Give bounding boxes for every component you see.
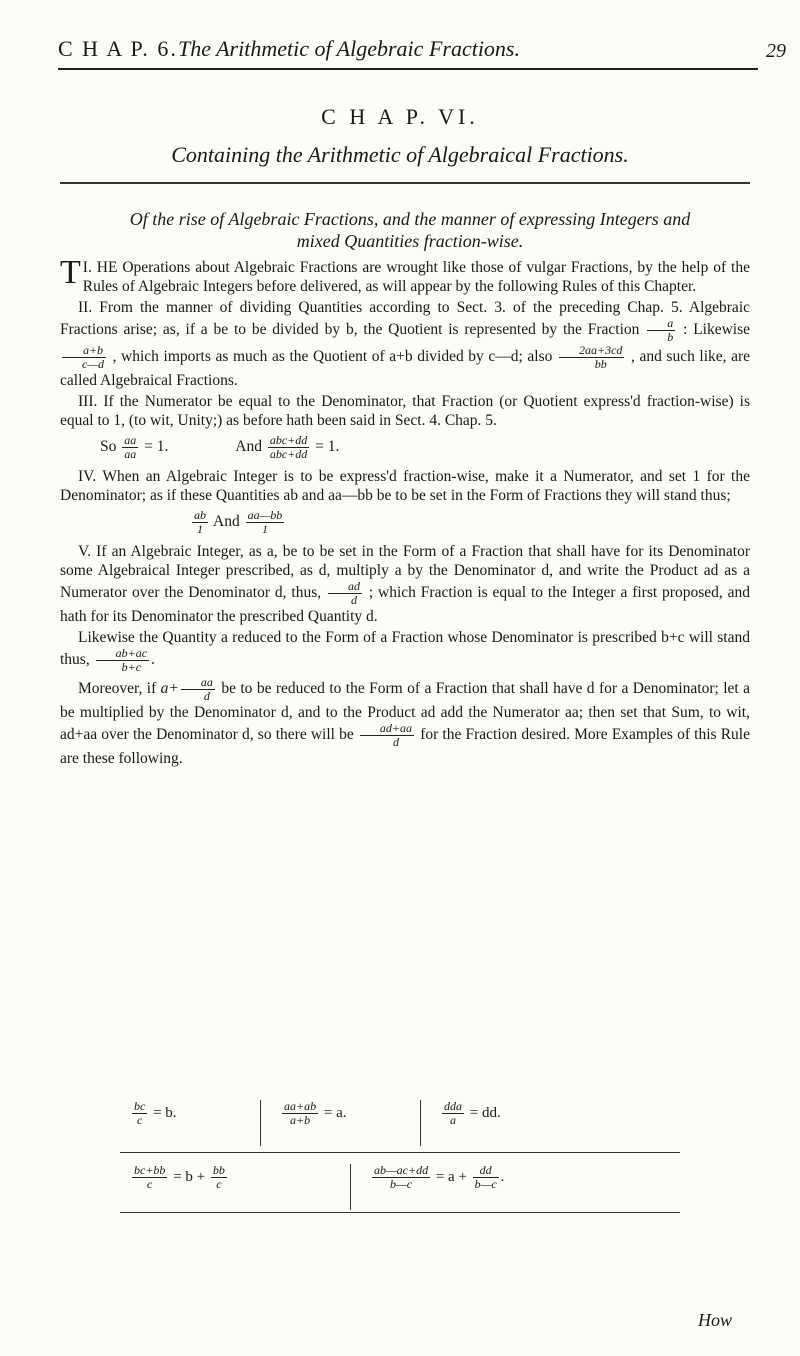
catchword: How <box>697 1310 732 1330</box>
running-head <box>58 34 786 70</box>
example-4 <box>130 1164 229 1191</box>
example-3 <box>440 1100 501 1127</box>
fraction-numerator: aa+ab <box>284 1099 317 1113</box>
paragraph-1-text: HE Operations about Algebraic Fractions are wrought like those of vulgar Fractions, by the help of the Rules of Algebraic Integers before delivered, as will appear by the following Rules of this Chapter. <box>82 259 750 295</box>
paragraph-5 <box>60 542 750 626</box>
fraction-denominator: b—c <box>390 1177 413 1191</box>
fraction-denominator: c <box>147 1177 153 1191</box>
paragraph-5-text-a: V. If an Algebraic Integer, as a, be to be set in the Form of a Fraction that shall have for its Denominator some Algebraical Integer prescribed, as d, multiply a by the Denominator d, and write the Product ad as a Numerator over the Denominator d, thus, <box>60 543 750 602</box>
fraction-denominator: a <box>450 1113 456 1127</box>
fraction-aa-bb-over-1 <box>246 509 285 536</box>
example-2 <box>280 1100 346 1127</box>
and-label: And <box>235 438 262 456</box>
example-5 <box>370 1164 504 1191</box>
fraction-numerator: aa <box>124 433 137 447</box>
running-head-title: The Arithmetic of Algebraic Fractions. <box>178 36 520 61</box>
fraction-numerator: bb <box>212 1163 225 1177</box>
a-plus-label: a+ <box>160 680 179 698</box>
fraction-denominator: b+c <box>121 660 142 674</box>
fraction-numerator: 2aa+3cd <box>559 344 624 358</box>
fraction-ad-aa-over-d <box>360 722 414 749</box>
fraction-denominator: c—d <box>82 357 104 371</box>
fraction-numerator: ad+aa <box>360 722 414 736</box>
equals-one: = 1. <box>315 438 340 456</box>
fraction-denominator: b—c <box>474 1177 497 1191</box>
paragraph-2-text-c: , which imports as much as the Quotient of a+b divided by c—d; also <box>112 348 553 366</box>
divider-rule <box>60 182 750 184</box>
paragraph-7-text-a: Moreover, if <box>78 680 157 698</box>
fraction-aa-over-aa <box>122 434 138 461</box>
fraction-denominator: b <box>667 330 674 344</box>
fraction-numerator: a+b <box>62 344 106 358</box>
fraction-denominator: bb <box>594 357 607 371</box>
fraction-denominator: 1 <box>197 522 203 536</box>
paragraph-4-text: IV. When an Algebraic Integer is to be express'd fraction-wise, make it a Numerator, and set 1 for the Denominator; as if these Quantities ab and aa—bb be to be set in the Form of Fractions they will stand thus; <box>60 468 750 504</box>
paragraph-7-text-c: for the Fraction desired. More Examples of this Rule are these following. <box>60 726 750 767</box>
column-divider <box>420 1100 421 1146</box>
fraction-denominator: d <box>392 735 399 749</box>
fraction-ad-over-d <box>328 580 362 607</box>
fraction-denominator: c <box>216 1177 222 1191</box>
fraction-numerator: aa <box>181 676 215 690</box>
example-result: = a. <box>323 1104 347 1121</box>
paragraph-7-text-b: be to be reduced to the Form of a Fraction that shall have d for a Denominator; let a be multiplied by the Denominator d, and to the Product ad add the Numerator aa; then set that Sum, to wit, ad+aa over the Denominator d, so there will be <box>60 680 751 744</box>
row-divider <box>120 1212 680 1213</box>
paragraph-6: Likewise the Quantity a reduced to the Form of a Fraction whose Denominator is prescribed b+c will stand thus, $\frac{ab+ac}{b+c}$ . <box>60 629 750 674</box>
fraction-denominator: d <box>350 593 357 607</box>
paragraph-4 <box>60 467 750 505</box>
running-head-chapter: C H A P. 6. <box>58 36 178 61</box>
fraction-ab-ac <box>96 647 149 674</box>
fraction-a-over-b <box>647 317 675 344</box>
paragraph-1 <box>60 254 750 296</box>
fraction-numerator: ab <box>194 508 206 522</box>
paragraph-3 <box>60 392 750 430</box>
fraction-denominator: 1 <box>261 522 268 536</box>
paragraph-2-text-a: II. From the manner of dividing Quantities according to Sect. 3. of the preceding Chap. 5. Algebraic Fractions arise; as, if a be to be divided by b, the Quotient is represented by the Fraction <box>60 299 750 339</box>
fraction-numerator: dd <box>473 1164 499 1178</box>
paragraph-2-text-d: , and such like, are called Algebraical Fractions. <box>60 348 751 389</box>
so-label: So <box>100 438 117 456</box>
paragraph-2-text-b: : Likewise <box>683 321 751 339</box>
section-title-line-1: Of the rise of Algebraic Fractions, and the manner of expressing Integers and <box>129 209 691 229</box>
body-text <box>60 254 751 770</box>
example-tail: . <box>500 1168 505 1185</box>
equation-line-3 <box>60 434 750 461</box>
equation-line-4 <box>60 509 750 536</box>
equals-one: = 1. <box>144 438 169 456</box>
fraction-numerator: abc+dd <box>269 433 308 447</box>
fraction-numerator: ab—ac+dd <box>374 1163 429 1177</box>
fraction-denominator: abc+dd <box>269 447 308 461</box>
fraction-abc <box>268 434 309 461</box>
paragraph-5-text-b: ; which Fraction is equal to the Integer a first proposed, and hath for its Denominator the prescribed Quantity d. <box>60 584 750 625</box>
example-result: = dd. <box>469 1104 501 1121</box>
paragraph-2 <box>60 298 750 390</box>
fraction-denominator: d <box>203 689 210 703</box>
fraction-numerator: dda <box>444 1099 462 1113</box>
section-title <box>80 208 740 252</box>
fraction-ab-over-1 <box>192 509 208 536</box>
and-label: And <box>213 513 240 531</box>
fraction-denominator: aa <box>124 447 137 461</box>
column-divider <box>350 1164 351 1210</box>
chapter-heading: C H A P. VI. <box>321 104 479 129</box>
fraction-numerator: bc+bb <box>134 1163 166 1177</box>
section-title-line-2: mixed Quantities fraction-wise. <box>296 231 524 251</box>
fraction-a-plus-b <box>62 344 106 371</box>
fraction-numerator: bc <box>134 1099 146 1113</box>
example-1 <box>130 1100 177 1127</box>
fraction-numerator: ab+ac <box>96 647 149 661</box>
fraction-numerator: aa—bb <box>247 508 283 522</box>
example-result: = a + <box>435 1168 467 1185</box>
fraction-denominator: a+b <box>290 1113 311 1127</box>
example-result: = b + <box>173 1168 206 1185</box>
paragraph-7 <box>60 676 750 768</box>
page-number: 29 <box>766 40 786 62</box>
examples-row-1 <box>120 1100 680 1156</box>
fraction-denominator: c <box>137 1113 143 1127</box>
fraction-numerator: ad <box>328 580 362 594</box>
fraction-aa-over-d <box>181 676 215 703</box>
paragraph-3-text: III. If the Numerator be equal to the Denominator, that Fraction (or Quotient express'd fraction-wise) is equal to 1, (to wit, Unity;) as before hath been said in Sect. 4. Chap. 5. <box>60 393 750 429</box>
drop-cap: T <box>60 254 81 291</box>
row-divider <box>120 1152 680 1153</box>
fraction-2aa <box>559 344 624 371</box>
examples-table <box>120 1100 680 1220</box>
fraction-numerator: a <box>647 317 675 331</box>
column-divider <box>260 1100 261 1146</box>
paragraph-6-text: Likewise the Quantity a reduced to the Form of a Fraction whose Denominator is prescribed b+c will stand thus, <box>60 629 750 669</box>
chapter-subtitle: Containing the Arithmetic of Algebraical Fractions. <box>171 142 629 167</box>
example-result: = b. <box>153 1104 177 1121</box>
paragraph-1-number: I. <box>82 259 92 276</box>
